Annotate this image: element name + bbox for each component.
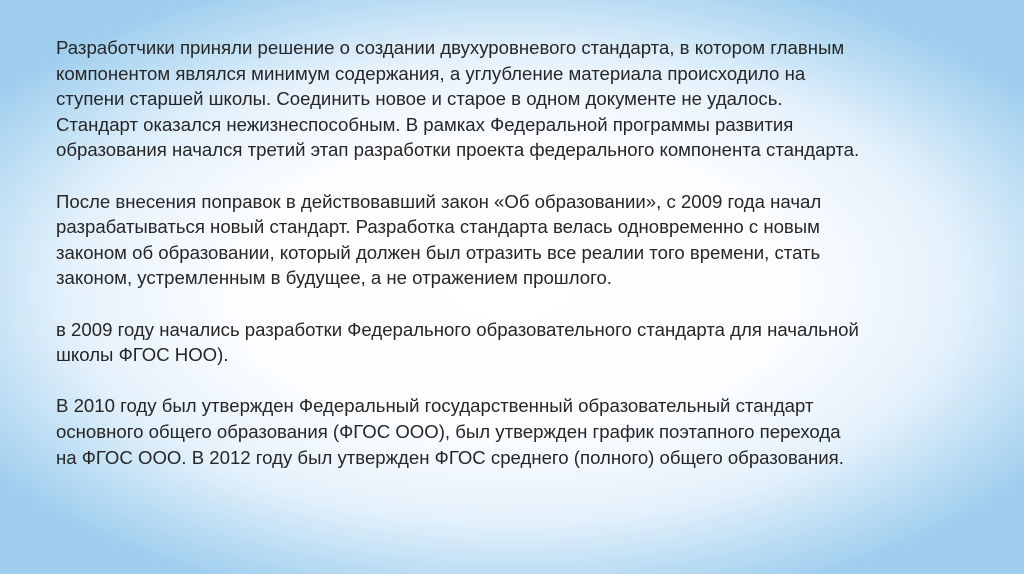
paragraph-spacer [56, 163, 996, 189]
paragraph-spacer [56, 291, 996, 317]
text-line: законом об образовании, который должен был отразить все реалии того времени, стать [56, 241, 821, 263]
text-line: законом, устремленным в будущее, а не отражением прошлого. [56, 267, 612, 289]
text-line: Стандарт оказался нежизнеспособным. В рамках Федеральной программы развития [56, 113, 794, 135]
text-line: на ФГОС ООО. В 2012 году был утвержден ФГОС среднего (полного) общего образования. [56, 446, 844, 468]
paragraph-1 [56, 35, 996, 163]
text-line: После внесения поправок в действовавший закон «Об образовании», с 2009 года начал [56, 190, 822, 212]
paragraph-2 [56, 189, 996, 291]
text-line: в 2009 году начались разработки Федерального образовательного стандарта для начальной [56, 318, 859, 340]
text-line: Разработчики приняли решение о создании двухуровневого стандарта, в котором главным [56, 37, 845, 58]
text-line: компонентом являлся минимум содержания, а углубление материала происходило на [56, 62, 806, 84]
paragraph-spacer [56, 368, 996, 394]
text-line: В 2010 году был утвержден Федеральный государственный образовательный стандарт [56, 395, 814, 417]
text-line: школы ФГОС НОО). [56, 344, 229, 366]
text-line: основного общего образования (ФГОС ООО), был утвержден график поэтапного перехода [56, 420, 841, 442]
text-line: разрабатываться новый стандарт. Разработка стандарта велась одновременно с новым [56, 216, 820, 238]
paragraph-3 [56, 317, 996, 368]
slide-text-body [56, 35, 996, 470]
paragraph-4 [56, 393, 996, 470]
text-line: образования начался третий этап разработки проекта федерального компонента стандарта. [56, 139, 860, 161]
text-line: ступени старшей школы. Соединить новое и старое в одном документе не удалось. [56, 88, 783, 110]
